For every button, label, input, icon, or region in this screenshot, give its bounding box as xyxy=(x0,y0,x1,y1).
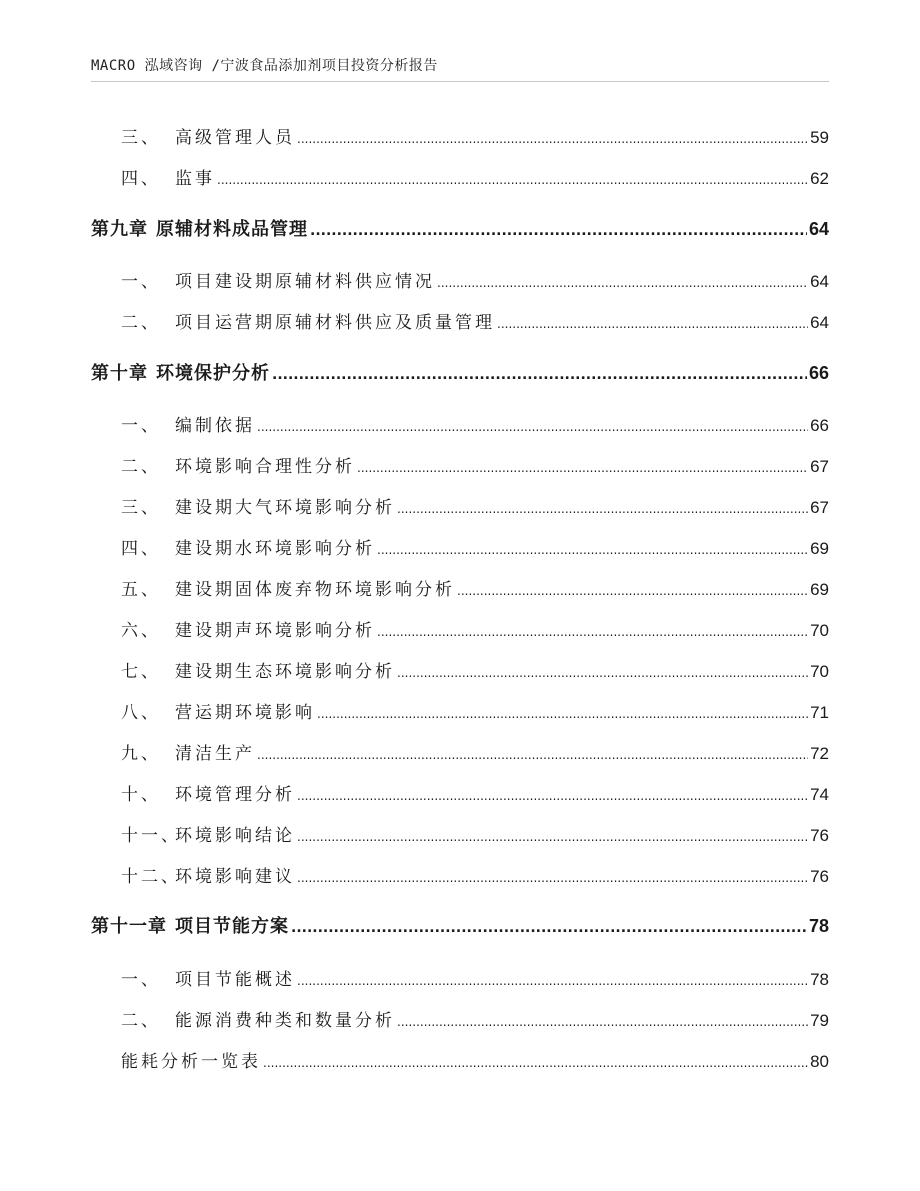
header-rule xyxy=(91,81,829,82)
toc-entry-page: 67 xyxy=(810,498,829,517)
toc-entry-number: 十二、 xyxy=(121,867,181,887)
dot-leader xyxy=(217,173,808,187)
dot-leader xyxy=(297,132,808,146)
toc-entry[interactable] xyxy=(91,575,829,600)
toc-entry-page: 74 xyxy=(810,785,829,804)
toc-entry-title: 环境影响合理性分析 xyxy=(175,457,355,477)
dot-leader xyxy=(272,367,807,383)
toc-entry-number: 二、 xyxy=(121,457,161,477)
toc-entry[interactable] xyxy=(91,267,829,292)
dot-leader xyxy=(357,461,808,475)
dot-leader xyxy=(397,666,808,680)
dot-leader xyxy=(397,1015,808,1029)
toc-chapter-page: 66 xyxy=(808,363,829,383)
toc-chapter-number: 第九章 xyxy=(91,219,148,240)
toc-entry-number: 四、 xyxy=(121,169,161,189)
toc-entry-title: 环境影响结论 xyxy=(175,826,295,846)
toc-entry[interactable] xyxy=(91,616,829,641)
toc-entry-title: 营运期环境影响 xyxy=(175,703,315,723)
toc-chapter-number: 第十章 xyxy=(91,363,148,384)
toc-entry-page: 69 xyxy=(810,539,829,558)
toc-entry-title: 项目节能概述 xyxy=(175,970,295,990)
toc-chapter-page: 78 xyxy=(808,916,829,936)
toc-entry-page: 76 xyxy=(810,867,829,886)
toc-entry[interactable] xyxy=(91,965,829,990)
toc-chapter-title: 环境保护分析 xyxy=(156,363,270,384)
toc-entry[interactable] xyxy=(91,164,829,189)
toc-entry[interactable] xyxy=(91,1006,829,1031)
toc-entry-title: 建设期水环境影响分析 xyxy=(175,539,375,559)
toc-entry-title: 能耗分析一览表 xyxy=(121,1052,261,1072)
dot-leader xyxy=(297,830,808,844)
toc-entry-number: 五、 xyxy=(121,580,161,600)
toc-entry-title: 建设期生态环境影响分析 xyxy=(175,662,395,682)
toc-entry-number: 三、 xyxy=(121,128,161,148)
dot-leader xyxy=(291,920,807,936)
toc-entry-number: 一、 xyxy=(121,970,161,990)
dot-leader xyxy=(397,502,808,516)
toc-chapter-entry[interactable] xyxy=(91,912,829,938)
dot-leader xyxy=(317,707,808,721)
toc-entry-page: 78 xyxy=(810,970,829,989)
toc-entry-number: 二、 xyxy=(121,1011,161,1031)
toc-entry-page: 72 xyxy=(810,744,829,763)
dot-leader xyxy=(377,625,808,639)
toc-entry-title: 编制依据 xyxy=(175,416,255,436)
toc-entry-number: 二、 xyxy=(121,313,161,333)
toc-entry-page: 80 xyxy=(810,1052,829,1071)
toc-entry[interactable] xyxy=(91,698,829,723)
toc-entry[interactable] xyxy=(91,411,829,436)
toc-entry-title: 高级管理人员 xyxy=(175,128,295,148)
toc-chapter-number: 第十一章 xyxy=(91,916,167,937)
toc-entry-number: 六、 xyxy=(121,621,161,641)
toc-entry-number: 十、 xyxy=(121,785,161,805)
toc-entry-title: 监事 xyxy=(175,169,215,189)
toc-entry-number: 一、 xyxy=(121,272,161,292)
toc-entry-title: 建设期大气环境影响分析 xyxy=(175,498,395,518)
toc-entry-page: 69 xyxy=(810,580,829,599)
toc-entry-number: 九、 xyxy=(121,744,161,764)
dot-leader xyxy=(377,543,808,557)
toc-chapter-entry[interactable] xyxy=(91,359,829,385)
toc-entry-title: 建设期声环境影响分析 xyxy=(175,621,375,641)
toc-entry-title: 项目建设期原辅材料供应情况 xyxy=(175,272,435,292)
toc-chapter-page: 64 xyxy=(808,219,829,239)
toc-entry[interactable] xyxy=(91,821,829,846)
toc-entry-page: 76 xyxy=(810,826,829,845)
toc-entry[interactable] xyxy=(91,452,829,477)
toc-entry[interactable] xyxy=(91,123,829,148)
toc-entry-title: 项目运营期原辅材料供应及质量管理 xyxy=(175,313,495,333)
toc-entry-number: 三、 xyxy=(121,498,161,518)
toc-entry-title: 环境影响建议 xyxy=(175,867,295,887)
toc-chapter-title: 项目节能方案 xyxy=(175,916,289,937)
dot-leader xyxy=(310,223,807,239)
dot-leader xyxy=(257,420,808,434)
toc-chapter-title: 原辅材料成品管理 xyxy=(156,219,308,240)
toc-entry-title: 能源消费种类和数量分析 xyxy=(175,1011,395,1031)
toc-entry[interactable] xyxy=(91,493,829,518)
toc-entry[interactable] xyxy=(91,1047,829,1072)
toc-entry-title: 建设期固体废弃物环境影响分析 xyxy=(175,580,455,600)
toc-entry-number: 十一、 xyxy=(121,826,181,846)
dot-leader xyxy=(297,789,808,803)
toc-entry-title: 清洁生产 xyxy=(175,744,255,764)
dot-leader xyxy=(257,748,808,762)
toc-entry-page: 59 xyxy=(810,128,829,147)
toc-entry-page: 70 xyxy=(810,662,829,681)
toc-entry-page: 71 xyxy=(810,703,829,722)
toc-entry-page: 70 xyxy=(810,621,829,640)
dot-leader xyxy=(263,1056,808,1070)
dot-leader xyxy=(297,974,808,988)
toc-entry-page: 66 xyxy=(810,416,829,435)
toc-entry[interactable] xyxy=(91,780,829,805)
toc-chapter-entry[interactable] xyxy=(91,215,829,241)
dot-leader xyxy=(437,276,808,290)
toc-entry-number: 七、 xyxy=(121,662,161,682)
dot-leader xyxy=(297,871,808,885)
toc-entry-page: 67 xyxy=(810,457,829,476)
toc-entry-page: 64 xyxy=(810,313,829,332)
toc-entry[interactable] xyxy=(91,862,829,887)
toc-entry[interactable] xyxy=(91,308,829,333)
dot-leader xyxy=(457,584,808,598)
toc-entry-page: 64 xyxy=(810,272,829,291)
toc-entry-title: 环境管理分析 xyxy=(175,785,295,805)
page-header: MACRO 泓域咨询 /宁波食品添加剂项目投资分析报告 xyxy=(91,58,438,74)
toc-entry[interactable] xyxy=(91,739,829,764)
toc-entry-number: 四、 xyxy=(121,539,161,559)
toc-entry-number: 一、 xyxy=(121,416,161,436)
toc-entry-page: 62 xyxy=(810,169,829,188)
toc-entry[interactable] xyxy=(91,657,829,682)
dot-leader xyxy=(497,317,808,331)
toc-entry-number: 八、 xyxy=(121,703,161,723)
toc-entry[interactable] xyxy=(91,534,829,559)
toc-entry-page: 79 xyxy=(810,1011,829,1030)
